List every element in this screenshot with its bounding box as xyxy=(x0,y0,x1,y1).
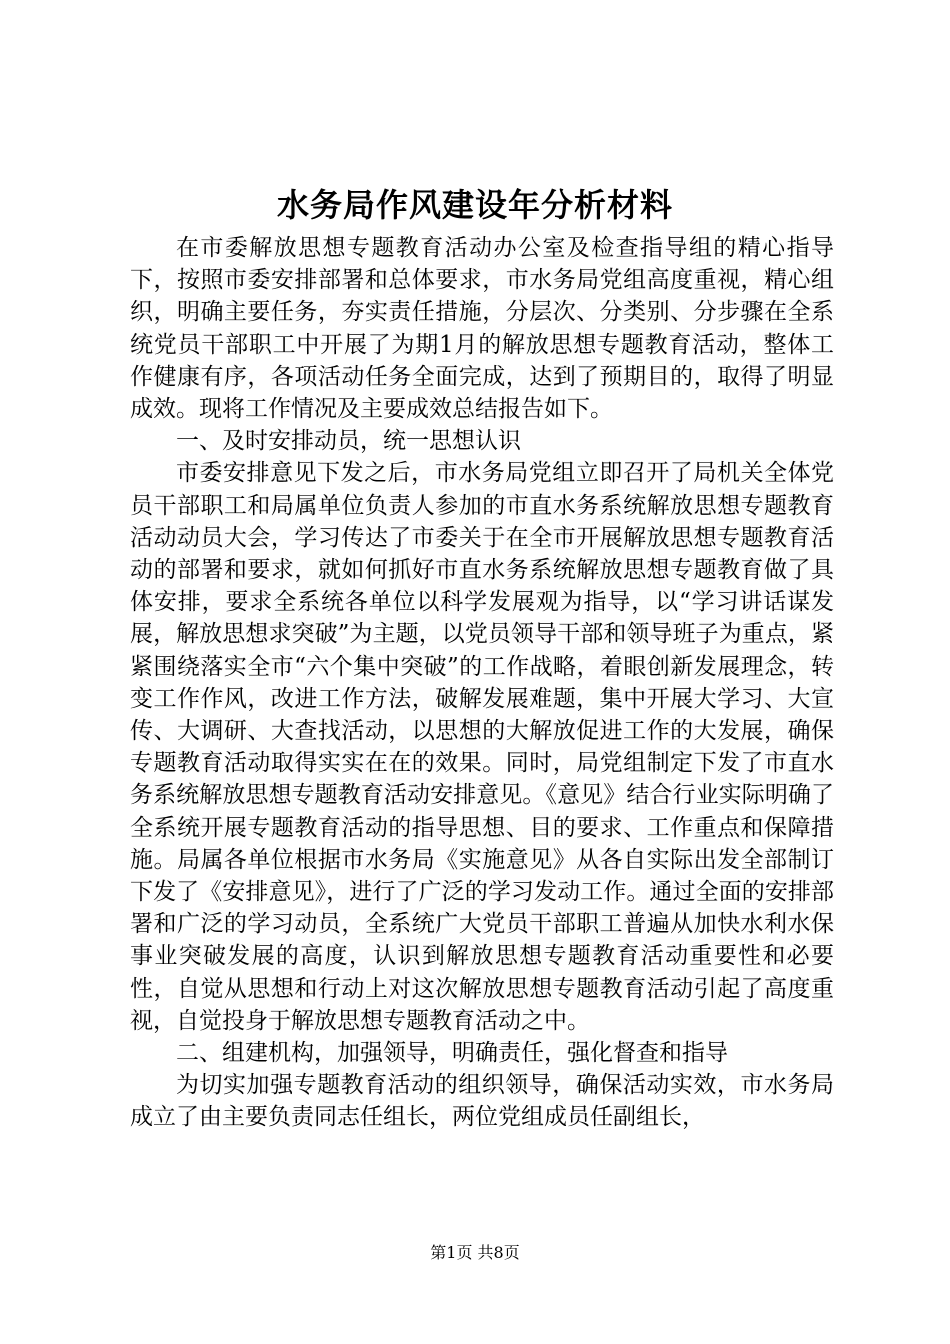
document-body xyxy=(130,232,834,1134)
section-heading-2: 二、组建机构，加强领导，明确责任，强化督查和指导 xyxy=(176,1040,728,1067)
intro-paragraph: 在市委解放思想专题教育活动办公室及检查指导组的精心指导下，按照市委安排部署和总体要求，市水务局党组高度重视，精心组织，明确主要任务，夯实责任措施，分层次、分类别、分步骤在全系统党员干部职工中开展了为期1月的解放思想专题教育活动，整体工作健康有序，各项活动任务全面完成，达到了预期目的，取得了明显成效。现将工作情况及主要成效总结报告如下。 xyxy=(130,235,834,423)
section-2-paragraph: 为切实加强专题教育活动的组织领导，确保活动实效，市水务局成立了由主要负责同志任组长，两位党组成员任副组长， xyxy=(130,1072,834,1131)
page-indicator: 第1页 共8页 xyxy=(430,1243,520,1262)
section-1-paragraph: 市委安排意见下发之后，市水务局党组立即召开了局机关全体党员干部职工和局属单位负责人参加的市直水务系统解放思想专题教育活动动员大会，学习传达了市委关于在全市开展解放思想专题教育活动的部署和要求，就如何抓好市直水务系统解放思想专题教育做了具体安排，要求全系统各单位以科学发展观为指导，以“学习讲话谋发展，解放思想求突破”为主题，以党员领导干部和领导班子为重点，紧紧围绕落实全市“六个集中突破”的工作战略，着眼创新发展理念，转变工作作风，改进工作方法，破解发展难题，集中开展大学习、大宣传、大调研、大查找活动，以思想的大解放促进工作的大发展，确保专题教育活动取得实实在在的效果。同时，局党组制定下发了市直水务系统解放思想专题教育活动安排意见。《意见》结合行业实际明确了全系统开展专题教育活动的指导思想、目的要求、工作重点和保障措施。局属各单位根据市水务局《实施意见》从各自实际出发全部制订下发了《安排意见》，进行了广泛的学习发动工作。通过全面的安排部署和广泛的学习动员，全系统广大党员干部职工普遍从加快水利水保事业突破发展的高度，认识到解放思想专题教育活动重要性和必要性，自觉从思想和行动上对这次解放思想专题教育活动引起了高度重视，自觉投身于解放思想专题教育活动之中。 xyxy=(130,460,834,1034)
section-heading-1: 一、及时安排动员，统一思想认识 xyxy=(176,428,521,455)
document-title: 水务局作风建设年分析材料 xyxy=(276,186,673,224)
